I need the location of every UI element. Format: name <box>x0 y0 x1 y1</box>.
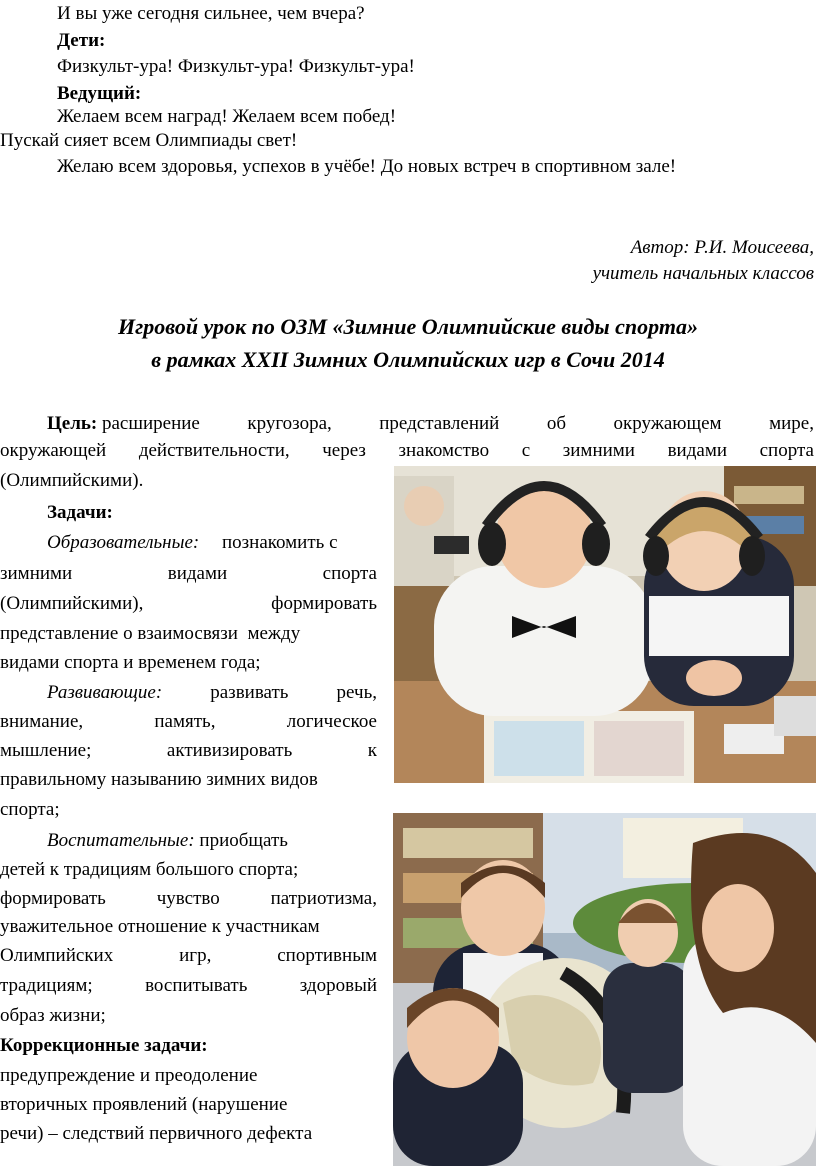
dev-row-5: спорта; <box>0 799 60 820</box>
edu-word: формировать <box>271 593 377 614</box>
goal-word: расширение <box>102 413 200 434</box>
goal-word: спорта <box>759 440 814 461</box>
dev-word: речь, <box>336 682 377 703</box>
goal-word: об <box>546 413 566 434</box>
photo-children-headphones-image <box>394 466 816 783</box>
author-role: учитель начальных классов <box>592 263 814 284</box>
tasks-heading: Задачи: <box>47 502 113 523</box>
script-line-5: Желаю всем здоровья, успехов в учёбе! До новых встреч в спортивном зале! <box>57 156 677 177</box>
edu-row-1 <box>47 533 338 552</box>
goal-word: видами <box>667 440 728 461</box>
up-text: приобщать <box>199 830 288 851</box>
edu-row-3 <box>0 594 377 613</box>
goal-word: через <box>322 440 366 461</box>
lesson-title-line-1: Игровой урок по ОЗМ «Зимние Олимпийские виды спорта» <box>118 314 698 339</box>
dev-row-1 <box>47 683 377 702</box>
up-word: спортивным <box>277 945 377 966</box>
edu-row-4: представление о взаимосвязи между <box>0 623 301 644</box>
up-row-3 <box>0 889 377 908</box>
dev-word: развивать <box>210 682 289 703</box>
up-word: Олимпийских <box>0 945 114 966</box>
goal-word: действительности, <box>138 440 290 461</box>
script-line-3: Желаем всем наград! Желаем всем побед! <box>57 106 397 127</box>
up-word: игр, <box>179 945 212 966</box>
edu-word: спорта <box>322 563 377 584</box>
up-word: воспитывать <box>145 975 248 996</box>
correction-row-1: предупреждение и преодоление <box>0 1065 258 1086</box>
dev-word: внимание, <box>0 711 84 732</box>
up-word: традициям; <box>0 975 93 996</box>
goal-word: мире, <box>769 413 814 434</box>
edu-row-5: видами спорта и временем года; <box>0 652 261 673</box>
goal-word: знакомство <box>398 440 490 461</box>
up-row-1 <box>47 831 288 850</box>
up-row-2: детей к традициям большого спорта; <box>0 859 299 880</box>
edu-word: зимними <box>0 563 73 584</box>
edu-row-2 <box>0 564 377 583</box>
goal-word: зимними <box>562 440 635 461</box>
dev-word: к <box>367 740 377 761</box>
correction-heading: Коррекционные задачи: <box>0 1035 208 1056</box>
dev-label: Развивающие: <box>47 682 163 703</box>
lesson-title-line-2: в рамках XXII Зимних Олимпийских игр в Сочи 2014 <box>151 347 665 372</box>
goal-label: Цель: <box>47 413 98 434</box>
dev-word: активизировать <box>166 740 293 761</box>
photo-children-headphones <box>394 466 816 783</box>
dev-word: память, <box>154 711 216 732</box>
speaker-children: Дети: <box>57 30 106 51</box>
edu-word: (Олимпийскими), <box>0 593 144 614</box>
goal-word: представлений <box>379 413 500 434</box>
dev-word: логическое <box>286 711 377 732</box>
up-word: формировать <box>0 888 106 909</box>
dev-row-3 <box>0 741 377 760</box>
up-word: патриотизма, <box>270 888 377 909</box>
script-line-1: И вы уже сегодня сильнее, чем вчера? <box>57 3 365 24</box>
dev-word: мышление; <box>0 740 92 761</box>
script-line-4: Пускай сияет всем Олимпиады свет! <box>0 130 298 151</box>
up-row-7: образ жизни; <box>0 1005 106 1026</box>
edu-text: познакомить с <box>221 532 338 553</box>
dev-row-4: правильному называнию зимних видов <box>0 769 318 790</box>
up-row-6 <box>0 976 377 995</box>
edu-label: Образовательные: <box>47 532 200 553</box>
photo-children-globe <box>393 813 816 1166</box>
edu-word: видами <box>167 563 228 584</box>
goal-row-2 <box>0 441 814 460</box>
dev-row-2 <box>0 712 377 731</box>
goal-word: кругозора, <box>247 413 332 434</box>
up-row-4: уважительное отношение к участникам <box>0 916 320 937</box>
up-word: здоровый <box>299 975 377 996</box>
goal-row-3: (Олимпийскими). <box>0 470 144 491</box>
up-word: чувство <box>156 888 220 909</box>
author-name: Автор: Р.И. Моисеева, <box>630 237 814 258</box>
script-line-2: Физкульт-ура! Физкульт-ура! Физкульт-ура! <box>57 56 415 77</box>
goal-word: с <box>521 440 531 461</box>
correction-row-3: речи) – следствий первичного дефекта <box>0 1123 313 1144</box>
goal-word: окружающем <box>613 413 722 434</box>
up-label: Воспитательные: <box>47 830 195 851</box>
goal-row-1 <box>47 414 814 433</box>
goal-word: окружающей <box>0 440 107 461</box>
correction-row-2: вторичных проявлений (нарушение <box>0 1094 288 1115</box>
speaker-host: Ведущий: <box>57 83 142 104</box>
up-row-5 <box>0 946 377 965</box>
photo-children-globe-image <box>393 813 816 1166</box>
